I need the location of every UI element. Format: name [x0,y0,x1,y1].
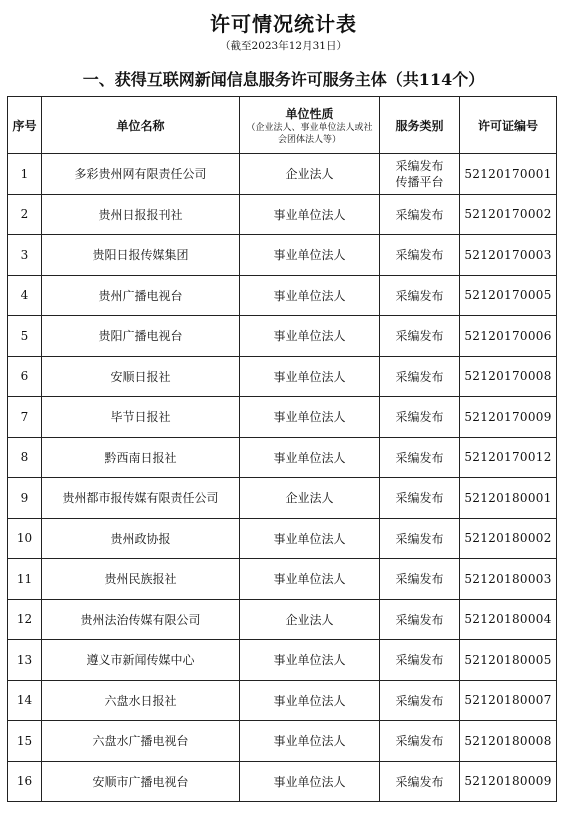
table-row [8,235,557,276]
table-row [8,478,557,519]
cell-license-number: 52120170009 [460,397,557,438]
cell-unit-name: 贵阳广播电视台 [42,316,240,357]
cell-service-type: 采编发布 [380,721,460,762]
cell-service-type: 采编发布 [380,437,460,478]
cell-unit-nature: 事业单位法人 [240,640,380,681]
cell-service-type: 采编发布 [380,518,460,559]
cell-seq: 16 [8,761,42,802]
cell-service-type [380,154,460,195]
cell-license-number: 52120180007 [460,680,557,721]
cell-service-type: 采编发布 [380,640,460,681]
cell-unit-name: 贵州法治传媒有限公司 [42,599,240,640]
cell-unit-name: 贵州民族报社 [42,559,240,600]
cell-unit-nature: 事业单位法人 [240,437,380,478]
permit-table [7,96,557,802]
cell-unit-nature: 事业单位法人 [240,194,380,235]
table-row [8,356,557,397]
table-row [8,275,557,316]
cell-service-type: 采编发布 [380,316,460,357]
cell-service-type: 采编发布 [380,680,460,721]
table-row [8,518,557,559]
header-nature [240,97,380,154]
cell-unit-nature: 企业法人 [240,154,380,195]
cell-unit-nature: 事业单位法人 [240,356,380,397]
table-row [8,154,557,195]
cell-unit-name: 毕节日报社 [42,397,240,438]
date-subtitle: （截至2023年12月31日） [220,40,347,52]
cell-unit-nature: 事业单位法人 [240,680,380,721]
cell-unit-nature: 企业法人 [240,478,380,519]
cell-seq: 1 [8,154,42,195]
header-license: 许可证编号 [460,97,557,154]
header-name: 单位名称 [42,97,240,154]
cell-unit-nature: 事业单位法人 [240,518,380,559]
cell-service-type: 采编发布 [380,559,460,600]
header-seq: 序号 [8,97,42,154]
cell-service-type: 采编发布 [380,397,460,438]
cell-seq: 9 [8,478,42,519]
section-heading: 一、获得互联网新闻信息服务许可服务主体（共114个） [82,70,485,89]
cell-unit-name: 贵州日报报刊社 [42,194,240,235]
cell-seq: 11 [8,559,42,600]
cell-license-number: 52120170008 [460,356,557,397]
cell-unit-nature: 事业单位法人 [240,397,380,438]
cell-seq: 2 [8,194,42,235]
cell-unit-name: 贵州都市报传媒有限责任公司 [42,478,240,519]
cell-unit-name: 遵义市新闻传媒中心 [42,640,240,681]
cell-service-type: 采编发布 [380,599,460,640]
header-service: 服务类别 [380,97,460,154]
header-nature-label: 单位性质 [285,106,334,121]
cell-seq: 4 [8,275,42,316]
cell-unit-nature: 事业单位法人 [240,275,380,316]
cell-license-number: 52120180003 [460,559,557,600]
table-row [8,194,557,235]
cell-license-number: 52120170005 [460,275,557,316]
cell-unit-name: 多彩贵州网有限责任公司 [42,154,240,195]
table-row [8,721,557,762]
cell-license-number: 52120170003 [460,235,557,276]
table-header-row [8,97,557,154]
cell-seq: 15 [8,721,42,762]
cell-unit-name: 贵阳日报传媒集团 [42,235,240,276]
cell-unit-nature: 事业单位法人 [240,235,380,276]
cell-unit-name: 安顺市广播电视台 [42,761,240,802]
cell-unit-nature: 企业法人 [240,599,380,640]
cell-license-number: 52120180009 [460,761,557,802]
cell-unit-name: 贵州政协报 [42,518,240,559]
cell-unit-nature: 事业单位法人 [240,721,380,762]
cell-seq: 7 [8,397,42,438]
table-row [8,680,557,721]
cell-seq: 12 [8,599,42,640]
cell-license-number: 52120170006 [460,316,557,357]
cell-seq: 14 [8,680,42,721]
table-row [8,316,557,357]
cell-service-type: 采编发布 [380,235,460,276]
table-row [8,559,557,600]
service-type-line: 传播平台 [395,174,444,189]
cell-seq: 10 [8,518,42,559]
cell-unit-name: 贵州广播电视台 [42,275,240,316]
cell-seq: 13 [8,640,42,681]
cell-license-number: 52120170001 [460,154,557,195]
cell-license-number: 52120180004 [460,599,557,640]
cell-license-number: 52120180001 [460,478,557,519]
cell-unit-nature: 事业单位法人 [240,316,380,357]
cell-service-type: 采编发布 [380,478,460,519]
cell-seq: 5 [8,316,42,357]
cell-unit-name: 六盘水日报社 [42,680,240,721]
cell-license-number: 52120180008 [460,721,557,762]
table-row [8,599,557,640]
cell-license-number: 52120170012 [460,437,557,478]
cell-license-number: 52120180005 [460,640,557,681]
cell-unit-name: 六盘水广播电视台 [42,721,240,762]
page-title: 许可情况统计表 [210,12,357,36]
table-body [8,154,557,802]
cell-unit-name: 黔西南日报社 [42,437,240,478]
table-row [8,437,557,478]
table-row [8,640,557,681]
cell-service-type: 采编发布 [380,761,460,802]
header-nature-note: （企业法人、事业单位法人或社会团体法人等） [246,122,373,145]
cell-unit-nature: 事业单位法人 [240,559,380,600]
cell-unit-nature: 事业单位法人 [240,761,380,802]
cell-seq: 6 [8,356,42,397]
cell-license-number: 52120170002 [460,194,557,235]
cell-service-type: 采编发布 [380,194,460,235]
table-row [8,397,557,438]
cell-license-number: 52120180002 [460,518,557,559]
cell-seq: 3 [8,235,42,276]
cell-service-type: 采编发布 [380,356,460,397]
cell-unit-name: 安顺日报社 [42,356,240,397]
cell-seq: 8 [8,437,42,478]
cell-service-type: 采编发布 [380,275,460,316]
table-row [8,761,557,802]
service-type-line: 采编发布 [395,158,444,173]
